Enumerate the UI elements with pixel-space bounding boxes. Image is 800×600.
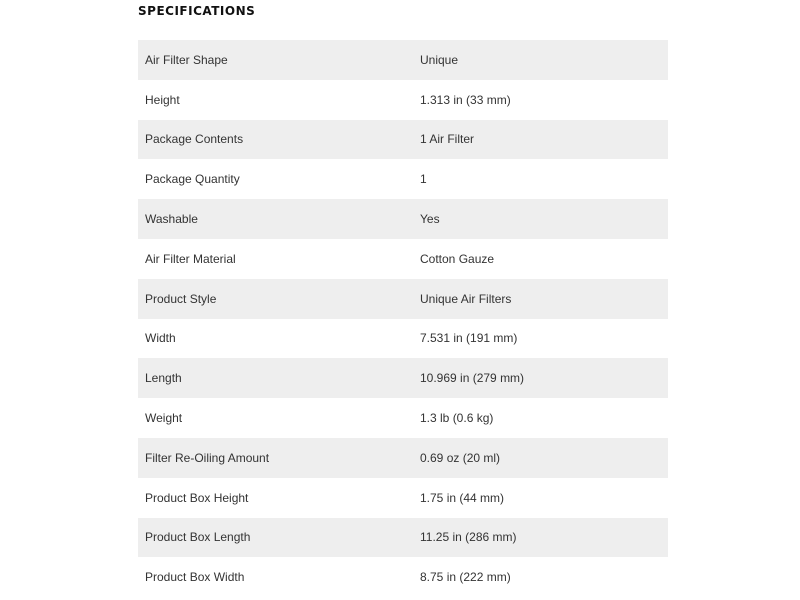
spec-value: 1.3 lb (0.6 kg) bbox=[414, 398, 668, 438]
spec-value: 1 Air Filter bbox=[414, 120, 668, 160]
spec-value: 10.969 in (279 mm) bbox=[414, 358, 668, 398]
spec-value: Yes bbox=[414, 199, 668, 239]
table-row bbox=[138, 478, 668, 518]
spec-value: 1.75 in (44 mm) bbox=[414, 478, 668, 518]
specifications-table bbox=[138, 40, 668, 597]
table-row bbox=[138, 438, 668, 478]
spec-label: Height bbox=[138, 80, 414, 120]
table-row bbox=[138, 80, 668, 120]
spec-label: Air Filter Shape bbox=[138, 40, 414, 80]
table-row bbox=[138, 319, 668, 359]
spec-label: Washable bbox=[138, 199, 414, 239]
section-title: SPECIFICATIONS bbox=[138, 4, 256, 18]
spec-value: 11.25 in (286 mm) bbox=[414, 518, 668, 558]
spec-value: 7.531 in (191 mm) bbox=[414, 319, 668, 359]
spec-label: Package Contents bbox=[138, 120, 414, 160]
spec-value: 1 bbox=[414, 159, 668, 199]
table-row bbox=[138, 159, 668, 199]
spec-value: 8.75 in (222 mm) bbox=[414, 557, 668, 597]
spec-label: Product Style bbox=[138, 279, 414, 319]
spec-value: Unique bbox=[414, 40, 668, 80]
spec-value: 0.69 oz (20 ml) bbox=[414, 438, 668, 478]
spec-label: Product Box Height bbox=[138, 478, 414, 518]
spec-label: Length bbox=[138, 358, 414, 398]
spec-label: Width bbox=[138, 319, 414, 359]
table-row bbox=[138, 120, 668, 160]
spec-label: Product Box Length bbox=[138, 518, 414, 558]
table-row bbox=[138, 199, 668, 239]
table-row bbox=[138, 518, 668, 558]
spec-value: 1.313 in (33 mm) bbox=[414, 80, 668, 120]
spec-label: Package Quantity bbox=[138, 159, 414, 199]
spec-label: Product Box Width bbox=[138, 557, 414, 597]
table-row bbox=[138, 398, 668, 438]
table-row bbox=[138, 358, 668, 398]
table-row bbox=[138, 40, 668, 80]
spec-label: Air Filter Material bbox=[138, 239, 414, 279]
table-row bbox=[138, 557, 668, 597]
spec-value: Unique Air Filters bbox=[414, 279, 668, 319]
table-row bbox=[138, 279, 668, 319]
spec-label: Weight bbox=[138, 398, 414, 438]
table-row bbox=[138, 239, 668, 279]
spec-value: Cotton Gauze bbox=[414, 239, 668, 279]
spec-label: Filter Re-Oiling Amount bbox=[138, 438, 414, 478]
